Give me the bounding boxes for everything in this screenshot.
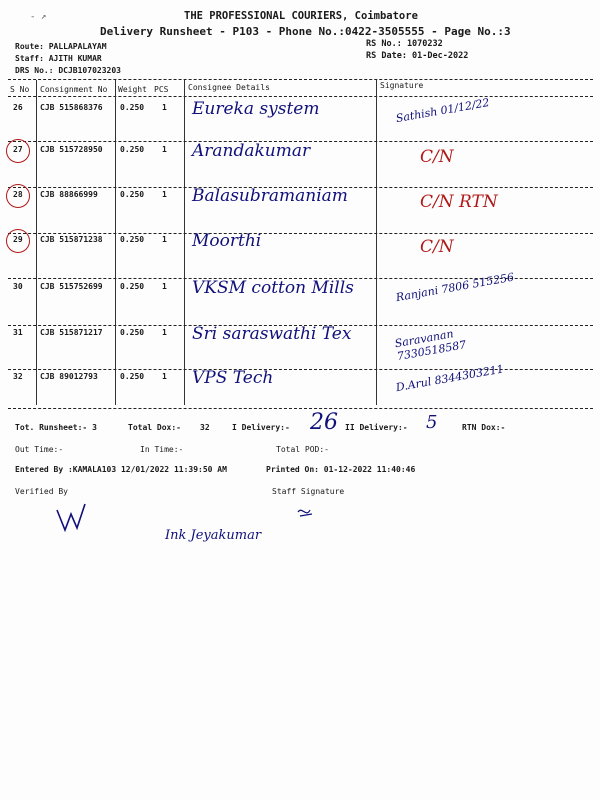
row-consignment: CJB 88866999: [40, 190, 98, 199]
row-weight: 0.250: [120, 372, 145, 381]
vrule-3: [184, 80, 185, 405]
col-signature: Signature: [380, 81, 424, 90]
total-dox-label: Total Dox:-: [128, 423, 181, 432]
row-consignee: Arandakumar: [192, 141, 311, 161]
row-consignee: Moorthi: [192, 231, 262, 251]
delivery-label: I Delivery:-: [232, 423, 290, 432]
row-consignment: CJB 515871238: [40, 235, 103, 244]
entered-by: Entered By :KAMALA103 12/01/2022 11:39:50 AM: [15, 465, 227, 474]
row-consignee: VPS Tech: [192, 368, 274, 388]
row-status: C/N: [420, 237, 454, 257]
row-circle-mark: [6, 229, 30, 253]
row-consignment: CJB 89012793: [40, 372, 98, 381]
row-pcs: 1: [162, 372, 167, 381]
row-signature: Ranjani 7806 515256: [394, 270, 516, 305]
row-sno: 27: [13, 145, 23, 154]
total-dox-value: 32: [200, 423, 210, 432]
row-signature: Saravanan 7330518587: [393, 327, 468, 364]
vrule-4: [376, 80, 377, 405]
col-consignment: Consignment No: [40, 85, 108, 94]
row-weight: 0.250: [120, 235, 145, 244]
row-consignee: Sri saraswathi Tex: [192, 324, 352, 344]
vrule-2: [115, 80, 116, 405]
rtn-dox-label: RTN Dox:-: [462, 423, 506, 432]
col-consignee: Consignee Details: [188, 83, 270, 92]
row-divider: [8, 408, 593, 409]
vrule-1: [36, 80, 37, 405]
out-time: Out Time:-: [15, 445, 64, 454]
row-circle-mark: [6, 184, 30, 208]
row-weight: 0.250: [120, 145, 145, 154]
staff-signature-label: Staff Signature: [272, 487, 345, 496]
route-label: Route: PALLAPALAYAM: [15, 42, 107, 51]
row-signature: D.Arul 8344303211: [394, 362, 505, 395]
row-weight: 0.250: [120, 328, 145, 337]
in-time: In Time:-: [140, 445, 184, 454]
row-consignee: Balasubramaniam: [192, 186, 348, 206]
row-status: C/N RTN: [420, 192, 498, 212]
row-consignment: CJB 515752699: [40, 282, 103, 291]
total-runsheet: Tot. Runsheet:- 3: [15, 423, 97, 432]
col-pcs: PCS: [154, 85, 169, 94]
printed-on: Printed On: 01-12-2022 11:40:46: [266, 465, 416, 474]
row-pcs: 1: [162, 328, 167, 337]
col-weight: Weight: [118, 85, 147, 94]
row-status: C/N: [420, 147, 454, 167]
ndelivery-value: 5: [426, 412, 438, 433]
row-signature: Sathish 01/12/22: [394, 95, 491, 126]
row-consignment: CJB 515868376: [40, 103, 103, 112]
drs-label: DRS No.: DCJB107023203: [15, 66, 121, 75]
row-weight: 0.250: [120, 190, 145, 199]
row-sno: 31: [13, 328, 23, 337]
staff-initial-mark: [296, 502, 316, 522]
verified-by: Verified By: [15, 487, 68, 496]
row-pcs: 1: [162, 103, 167, 112]
row-pcs: 1: [162, 282, 167, 291]
row-sno: 28: [13, 190, 23, 199]
row-pcs: 1: [162, 145, 167, 154]
rs-date: RS Date: 01-Dec-2022: [366, 51, 469, 61]
row-sno: 26: [13, 103, 23, 112]
company-title: THE PROFESSIONAL COURIERS, Coimbatore: [184, 10, 418, 22]
row-pcs: 1: [162, 190, 167, 199]
header-divider: [8, 79, 593, 80]
verified-signature-mark: [55, 500, 95, 540]
row-consignee: VKSM cotton Mills: [192, 278, 354, 298]
row-weight: 0.250: [120, 282, 145, 291]
row-consignee: Eureka system: [192, 99, 320, 119]
col-sno: S No: [10, 85, 30, 94]
delivery-value: 26: [310, 410, 338, 435]
row-weight: 0.250: [120, 103, 145, 112]
runsheet-subtitle: Delivery Runsheet - P103 - Phone No.:0422-3505555 - Page No.:3: [100, 25, 511, 38]
staff-label: Staff: AJITH KUMAR: [15, 54, 102, 63]
rs-number: RS No.: 1070232: [366, 39, 443, 49]
row-sno: 29: [13, 235, 23, 244]
ndelivery-label: II Delivery:-: [345, 423, 408, 432]
row-consignment: CJB 515728950: [40, 145, 103, 154]
corner-mark: - ↗: [30, 12, 47, 22]
row-circle-mark: [6, 139, 30, 163]
row-pcs: 1: [162, 235, 167, 244]
row-consignment: CJB 515871217: [40, 328, 103, 337]
total-pod: Total POD:-: [276, 445, 329, 454]
row-divider: [8, 233, 593, 234]
staff-handwritten-signature: Ink Jeyakumar: [165, 528, 262, 543]
row-sno: 30: [13, 282, 23, 291]
row-sno: 32: [13, 372, 23, 381]
